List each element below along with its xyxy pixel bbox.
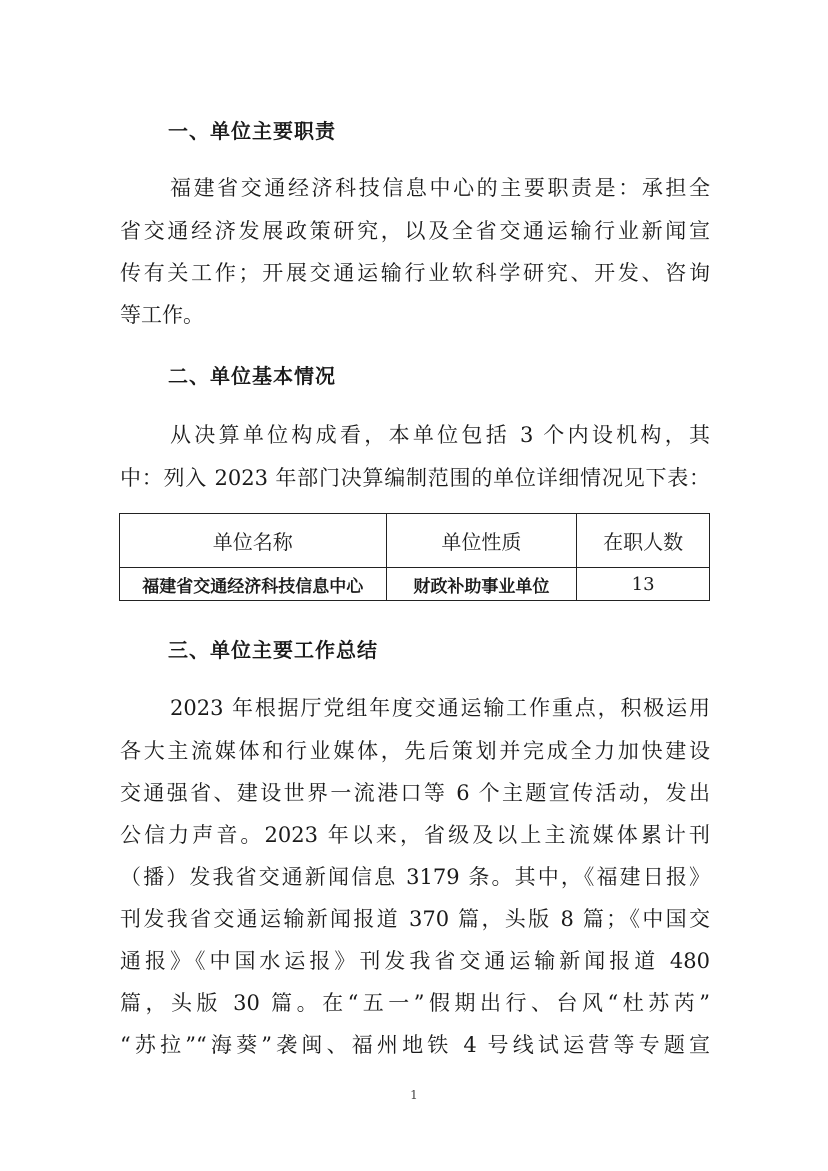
column-header-unit-name: 单位名称 [120,514,387,568]
paragraph-line: 各大主流媒体和行业媒体，先后策划并完成全力加快建设 [120,739,710,763]
cell-unit-name: 福建省交通经济科技信息中心 [120,568,387,601]
paragraph-line: 通报》《中国水运报》刊发我省交通运输新闻报道 480 [120,949,710,973]
table-row [120,568,710,601]
paragraph-line: 从决算单位构成看，本单位包括 3 个内设机构，其 [170,423,710,447]
cell-unit-type: 财政补助事业单位 [386,568,577,601]
paragraph-line: 2023 年根据厅党组年度交通运输工作重点，积极运用 [170,696,710,720]
paragraph-line: 刊发我省交通运输新闻报道 370 篇，头版 8 篇；《中国交 [120,907,710,931]
paragraph-line: “苏拉”“海葵”袭闽、福州地铁 4 号线试运营等专题宣 [120,1033,710,1057]
paragraph-line: 交通强省、建设世界一流港口等 6 个主题宣传活动，发出 [120,781,710,805]
paragraph-line: 传有关工作；开展交通运输行业软科学研究、开发、咨询 [120,261,710,285]
column-header-unit-type: 单位性质 [386,514,577,568]
paragraph-line: 福建省交通经济科技信息中心的主要职责是：承担全 [170,176,710,200]
section-heading-basic-info: 二、单位基本情况 [168,364,336,388]
paragraph-line: 等工作。 [120,303,204,327]
paragraph-line: 篇，头版 30 篇。在“五一”假期出行、台风“杜苏芮” [120,991,710,1015]
column-header-staff-count: 在职人数 [577,514,710,568]
paragraph-line: 中：列入 2023 年部门决算编制范围的单位详细情况见下表： [120,466,710,490]
section-heading-work-summary: 三、单位主要工作总结 [168,638,378,662]
unit-info-table [119,513,710,601]
cell-staff-count: 13 [577,568,710,601]
table-header-row [120,514,710,568]
page-number: 1 [410,1088,418,1102]
paragraph-line: 公信力声音。2023 年以来，省级及以上主流媒体累计刊 [120,823,710,847]
paragraph-line: （播）发我省交通新闻信息 3179 条。其中，《福建日报》 [120,865,710,889]
section-heading-duties: 一、单位主要职责 [168,119,336,143]
paragraph-line: 省交通经济发展政策研究，以及全省交通运输行业新闻宣 [120,219,710,243]
